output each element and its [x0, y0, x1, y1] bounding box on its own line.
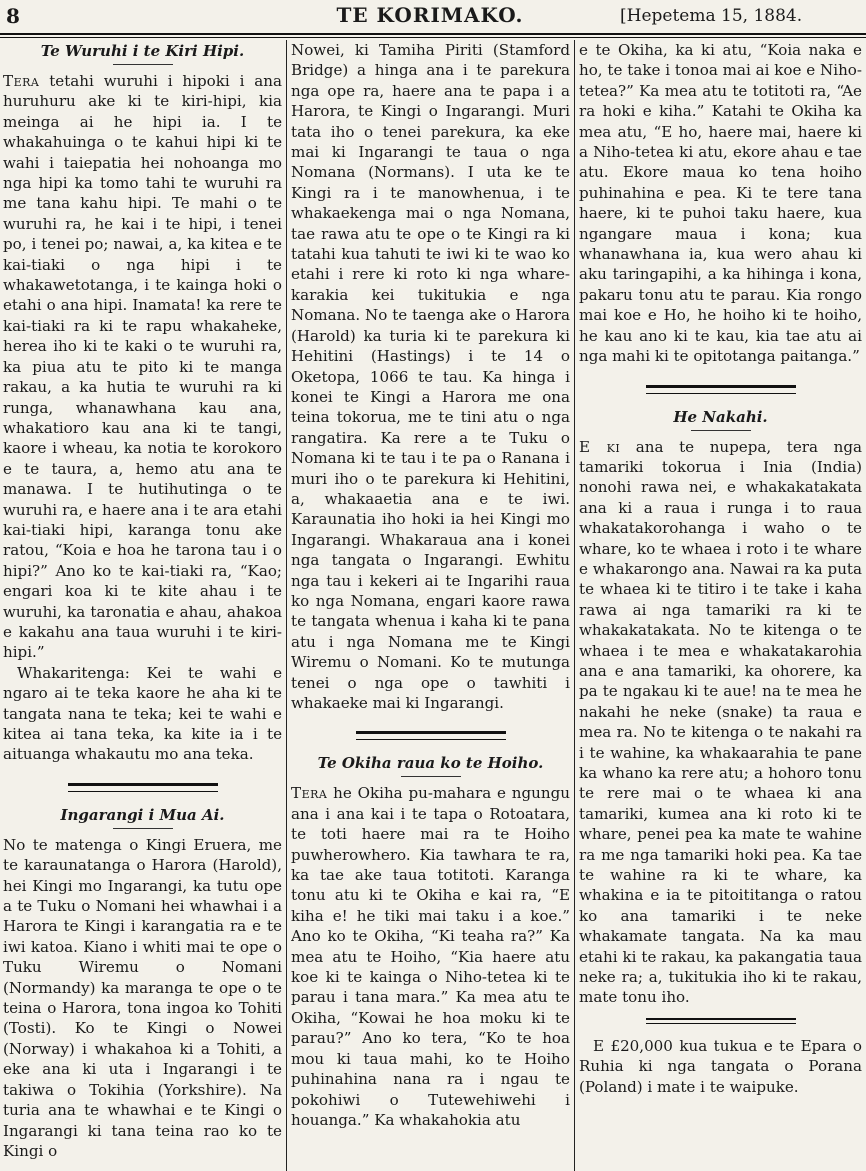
- article-divider: [646, 1018, 796, 1024]
- header-rule-thin: [0, 37, 866, 38]
- page-header: [0, 0, 866, 40]
- lead-word: Tera: [3, 72, 40, 90]
- paragraph: [291, 783, 570, 1130]
- column-rule-1: [286, 40, 287, 1171]
- paragraph: E £20,000 kua tukua e te Epara o Ruhia ki nga tangata o Porana (Poland) i mate i te waipuke.: [579, 1036, 862, 1096]
- article-body-nakahi: [579, 437, 862, 1008]
- article-title-nakahi: He Nakahi.: [579, 408, 862, 431]
- paragraph-text: tetahi wuruhi i hipoki i ana huruhuru ake ki te kiri-hipi, kia meinga ai he hipi ia. I te whakahuinga o te kahui hipi ki te wahi i taiepatia hei nohoanga mo nga hipi ka tomo tahi te wuruhi ra me tana kahu hipi. Te mahi o te wuruhi ra, he kai i te hipi, i tenei po, i tenei po; nawai, a, ka kitea e te kai-tiaki o nga hipi i te whakawetotanga, i te kainga hoki o etahi o ana hipi. Inamata! ka rere te kai-tiaki ra ki te rapu whakaheke, herea iho ki te kaki o te wuruhi ra, ka piua atu te pito ki te manga rakau, a ka hutia te wuruhi ra ki runga, whanawhana kau ana, whakatioro kau ana ki te tangi, kaore i wheau, ka notia te korokoro e te taura, a, hemo atu ana te manawa. I te hutihutinga o te wuruhi ra, e haere ana i te ara etahi kai-tiaki hipi, karanga tonu ake ratou, “Koia e hoa he tarona tau i o hipi?” Ano ko te kai-tiaki ra, “Kao; engari koa ki te kite ahau i te wuruhi, ka taronatia e ahau, ahakoa e kakahu ana taua wuruhi i te kiri-hipi.”: [3, 72, 282, 662]
- article-body-ingarangi-cont: [291, 40, 570, 713]
- paragraph-text: ana te nupepa, tera nga tamariki tokorua i Inia (India) nonohi rawa nei, e whakakatakata ana ki a raua i runga i to raua whakatakorohanga i waho o te whare, ko te whaea i roto i te whare e whakarongo ana. Nawai ra ka puta te whaea ki te titiro i te take i kaha rawa ai nga tamariki ra ki te whakakatakata. No te kitenga o te whaea i te mea e whakatakarohia ana e ana tamariki, ka ohorere, ka pa te ngakau ki te aue! na te mea he nakahi he neke (snake) ta raua e mea ra. No te kitenga o te nakahi ra i te wahine, ka whakaarahia te pane ka whano ka rere atu; a hohoro tonu te rere mai o te whaea ki ana tamariki, kumea ana ki roto ki te whare, penei pea ka mate te wahine ra me nga tamariki hoki pea. Ka tae te wahine ra ki te whare, ka whakina e ia te pitoititanga o ratou ko ana tamariki i te neke whakamate tangata. Na ka mau etahi ki te rakau, ka pakangatia taua neke ra; a, tukitukia iho ki te rakau, mate tonu iho.: [579, 437, 862, 1007]
- article-title-wuruhi: Te Wuruhi i te Kiri Hipi.: [3, 42, 282, 65]
- article-title-okiha: Te Okiha raua ko te Hoiho.: [291, 754, 570, 777]
- page-number: 8: [6, 4, 20, 28]
- article-divider: [646, 385, 796, 394]
- lead-word: Tera: [291, 784, 328, 803]
- paragraph: [579, 437, 862, 1008]
- column-3: [579, 40, 862, 1171]
- column-rule-2: [574, 40, 575, 1171]
- column-2: [291, 40, 570, 1171]
- paragraph: Nowei, ki Tamiha Piriti (Stamford Bridge) a hinga ana i te parekura nga ope ra, haere ana te papa i a Harora, te Kingi o Ingarangi. Muri tata iho o tenei parekura, ka eke mai ki Ingarangi te taua o nga Nomana (Normans). I uta ke te Kingi ra i te manowhenua, i te whakaekenga mai o nga Nomana, tae rawa atu te ope o te Kingi ra ki tatahi kua tahuti te iwi ki te wao ko etahi i rere ki roto ki nga whare-karakia kei tukitukia e nga Nomana. No te taenga ake o Harora (Harold) ka turia ki te parekura ki Hehitini (Hastings) i te 14 o Oketopa, 1066 te tau. Ka hinga i konei te Kingi a Harora me ona teina tokorua, me te tini atu o nga rangatira. Ka rere a te Tuku o Nomana ki te tau i te pa o Ranana i muri iho o te parekura ki Hehitini, a, whakaaetia ana e te iwi. Karaunatia iho hoki ia hei Kingi mo Ingarangi. Whakaraua ana i konei nga tangata o Ingarangi. Ewhitu nga tau i kekeri ai te Ingarihi raua ko nga Nomana, engari kaore rawa te tangata whenua i kaha ki te pana atu i nga Nomana me te Kingi Wiremu o Nomani. Ko te mutunga tenei o nga ope o tawhiti i whakaeke mai ki Ingarangi.: [291, 41, 570, 712]
- article-body-ingarangi: [3, 835, 282, 1162]
- issue-date: [Hepetema 15, 1884.: [620, 6, 803, 26]
- article-body-okiha: [291, 783, 570, 1130]
- paragraph: [3, 71, 282, 663]
- paragraph-text: he Okiha pu-mahara e ngungu ana i ana kai i te tapa o Rotoatara, te toti haere mai ra te Hoiho puwherowhero. Kia tawhara te ra, ka tae ake taua totitoti. Karanga tonu atu ki te Okiha e kai ra, “E kiha e! he tiki mai taku i a koe.” Ano ko te Okiha, “Ki teaha ra?” Ka mea atu te Hoiho, “Kia haere atu koe ki te kainga o Niho-tetea ki te parau i tana mara.” Ka mea atu te Okiha, “Kowai he hoa moku ki te parau?” Ano ko tera, “Ko te hoa mou ki taua mahi, ko te Hoiho puhinahina nana ra i ngau te pokohiwi o Tutewehiwehi i houanga.” Ka whakahokia atu: [291, 784, 570, 1129]
- lead-word: E ki: [579, 437, 621, 456]
- article-divider: [68, 783, 218, 792]
- article-divider: [356, 731, 506, 740]
- column-1: [3, 40, 282, 1171]
- masthead: TE KORIMAKO.: [336, 3, 524, 27]
- article-body-porana: [579, 1036, 862, 1097]
- header-rule: [0, 33, 866, 35]
- article-title-ingarangi: Ingarangi i Mua Ai.: [3, 806, 282, 829]
- article-body-okiha-cont: [579, 40, 862, 367]
- paragraph: No te matenga o Kingi Eruera, me te karaunatanga o Harora (Harold), hei Kingi mo Ingarangi, ka tutu ope a te Tuku o Nomani hei whawhai i a Harora te Kingi i karangatia ra e te iwi katoa. Kiano i whiti mai te ope o Tuku Wiremu o Nomani (Normandy) ka maranga te ope o te teina o Harora, tona ingoa ko Tohiti (Tosti). Ko te Kingi o Nowei (Norway) i whakahoa ki a Tohiti, a eke ana ki uta i Ingarangi i te takiwa o Tokihia (Yorkshire). Na turia ana te whawhai e te Kingi o Ingarangi ki tana teina rao ko te Kingi o: [3, 835, 282, 1160]
- paragraph-moral: Whakaritenga: Kei te wahi e ngaro ai te teka kaore he aha ki te tangata nana te teka; kei te wahi e kitea ai tana teka, ka kite ia i te aituanga whakautu mo ana teka.: [3, 663, 282, 764]
- article-body-wuruhi: [3, 71, 282, 765]
- paragraph: e te Okiha, ka ki atu, “Koia naka e ho, te take i tonoa mai ai koe e Niho-tetea?” Ka mea atu te totitoti ra, “Ae ra hoki e kiha.” Katahi te Okiha ka mea atu, “E ho, haere mai, haere ki a Niho-tetea ki atu, ekore ahau e tae atu. Ekore maua ko tena hoiho puhinahina e pea. Ki te tere tana haere, ki te puhoi taku haere, kua ngangare maua i kona; kua whanawhana ia, kua wero ahau ki aku taringapihi, a ka hihinga i kona, pakaru tonu atu te parau. Kia rongo mai koe e Ho, he hoiho ki te hoiho, he kau ano ki te kau, kia tae atu ai nga mahi ki te opitotanga paitanga.”: [579, 41, 862, 366]
